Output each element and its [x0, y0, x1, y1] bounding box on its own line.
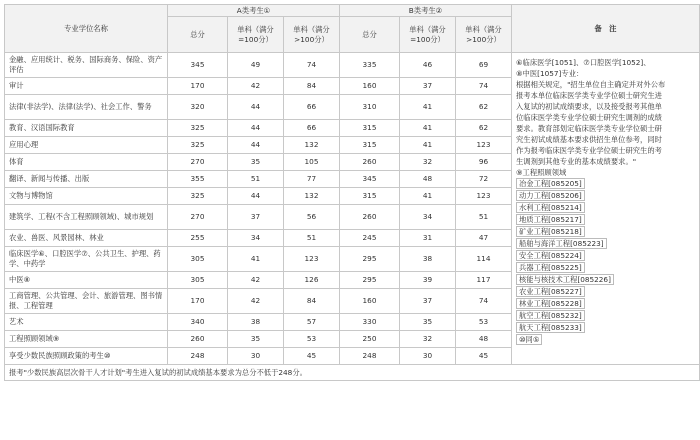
score-cell-a-single-gt100: 45 — [284, 348, 340, 365]
major-name-cell: 翻译、新闻与传播、出版 — [5, 171, 168, 188]
score-cell-a-single-100: 44 — [228, 95, 284, 120]
score-cell-b-total: 250 — [340, 331, 400, 348]
score-cell-a-single-100: 38 — [228, 314, 284, 331]
major-name-cell: 体育 — [5, 154, 168, 171]
score-cell-a-single-100: 35 — [228, 331, 284, 348]
score-cell-b-single-gt100: 45 — [456, 348, 512, 365]
score-cell-b-single-gt100: 62 — [456, 95, 512, 120]
major-name-cell: 艺术 — [5, 314, 168, 331]
score-cell-b-single-100: 48 — [400, 171, 456, 188]
score-cell-b-single-gt100: 72 — [456, 171, 512, 188]
score-cell-a-single-gt100: 66 — [284, 120, 340, 137]
major-name-cell: 审计 — [5, 78, 168, 95]
score-cell-a-total: 305 — [168, 247, 228, 272]
note-line: 冶金工程[085205] — [516, 178, 585, 189]
major-name-cell: 工商管理、公共管理、会计、旅游管理、图书情报、工程管理 — [5, 289, 168, 314]
header-a-total: 总分 — [168, 17, 228, 53]
note-line: 农业工程[085227] — [516, 286, 585, 297]
score-cell-a-total: 320 — [168, 95, 228, 120]
note-line: 要求。教育部划定临床医学类专业学位硕士研 — [516, 124, 662, 133]
score-cell-a-single-100: 35 — [228, 154, 284, 171]
score-cell-b-single-gt100: 53 — [456, 314, 512, 331]
note-line: 入复试的初试成绩要求，以及接受报考其他单 — [516, 102, 662, 111]
score-cell-b-single-gt100: 74 — [456, 289, 512, 314]
major-name-cell: 教育、汉语国际教育 — [5, 120, 168, 137]
score-cell-b-single-gt100: 47 — [456, 230, 512, 247]
major-name-cell: 应用心理 — [5, 137, 168, 154]
header-a-single-gt100: 单科（满分>100分） — [284, 17, 340, 53]
note-line: 根据相关规定，"招生单位自主确定并对外公布 — [516, 80, 666, 89]
score-cell-a-total: 170 — [168, 78, 228, 95]
score-cell-b-single-100: 41 — [400, 137, 456, 154]
score-cell-b-total: 310 — [340, 95, 400, 120]
score-cell-b-single-gt100: 74 — [456, 78, 512, 95]
score-cell-a-single-gt100: 132 — [284, 188, 340, 205]
note-line: ⑧中医[1057]专业： — [516, 69, 584, 78]
score-cell-b-total: 260 — [340, 205, 400, 230]
note-line: 究生初试成绩基本要求供招生单位参考，同时 — [516, 135, 662, 144]
score-cell-a-total: 260 — [168, 331, 228, 348]
score-cell-a-single-gt100: 74 — [284, 53, 340, 78]
score-cell-b-total: 245 — [340, 230, 400, 247]
score-cell-a-single-gt100: 84 — [284, 289, 340, 314]
score-cell-b-single-100: 46 — [400, 53, 456, 78]
score-cell-a-single-gt100: 123 — [284, 247, 340, 272]
score-cell-b-single-100: 41 — [400, 188, 456, 205]
note-line: 生调剂到其他专业的基本成绩要求。" — [516, 157, 637, 166]
score-cell-b-total: 335 — [340, 53, 400, 78]
major-name-cell: 法律(非法学)、法律(法学)、社会工作、警务 — [5, 95, 168, 120]
notes-cell — [512, 53, 700, 365]
score-cell-b-single-100: 37 — [400, 289, 456, 314]
score-cell-a-total: 325 — [168, 137, 228, 154]
score-cell-a-total: 340 — [168, 314, 228, 331]
score-cell-a-total: 270 — [168, 154, 228, 171]
score-cell-a-single-gt100: 57 — [284, 314, 340, 331]
note-line: 核能与核技术工程[085226] — [516, 274, 614, 285]
score-cell-b-single-100: 37 — [400, 78, 456, 95]
major-name-cell: 享受少数民族照顾政策的考生⑩ — [5, 348, 168, 365]
score-cell-b-single-100: 41 — [400, 95, 456, 120]
score-cell-b-single-100: 39 — [400, 272, 456, 289]
score-cell-a-total: 305 — [168, 272, 228, 289]
table-row — [5, 53, 700, 78]
score-cell-a-total: 325 — [168, 120, 228, 137]
score-cell-b-single-gt100: 117 — [456, 272, 512, 289]
score-cell-a-single-100: 42 — [228, 272, 284, 289]
header-notes: 备 注 — [512, 5, 700, 53]
score-cell-a-single-100: 44 — [228, 120, 284, 137]
score-cell-b-single-gt100: 96 — [456, 154, 512, 171]
header-group-a: A类考生① — [168, 5, 340, 17]
score-cell-a-single-gt100: 84 — [284, 78, 340, 95]
score-cell-b-single-gt100: 51 — [456, 205, 512, 230]
score-cell-b-total: 160 — [340, 78, 400, 95]
score-cell-a-single-100: 49 — [228, 53, 284, 78]
major-name-cell: 中医⑧ — [5, 272, 168, 289]
note-line: 位临床医学类专业学位硕士研究生调剂的成绩 — [516, 113, 662, 122]
score-cell-a-total: 255 — [168, 230, 228, 247]
note-line: 船舶与海洋工程[085223] — [516, 238, 607, 249]
score-cell-b-single-gt100: 69 — [456, 53, 512, 78]
score-cell-b-single-100: 32 — [400, 154, 456, 171]
score-cell-b-single-gt100: 62 — [456, 120, 512, 137]
header-b-single-gt100: 单科（满分>100分） — [456, 17, 512, 53]
score-cell-a-single-100: 30 — [228, 348, 284, 365]
score-cell-b-single-100: 35 — [400, 314, 456, 331]
score-cell-a-single-gt100: 51 — [284, 230, 340, 247]
score-cell-b-single-gt100: 123 — [456, 188, 512, 205]
note-line: 矿业工程[085218] — [516, 226, 585, 237]
score-cell-a-single-100: 44 — [228, 188, 284, 205]
score-cell-b-single-100: 38 — [400, 247, 456, 272]
score-cell-b-total: 330 — [340, 314, 400, 331]
score-cell-a-single-100: 37 — [228, 205, 284, 230]
major-name-cell: 工程照顾领域⑨ — [5, 331, 168, 348]
score-cell-b-total: 248 — [340, 348, 400, 365]
major-name-cell: 农业、兽医、风景园林、林业 — [5, 230, 168, 247]
score-cell-b-total: 260 — [340, 154, 400, 171]
note-line: ⑨工程照顾领域 — [516, 168, 567, 177]
score-cell-b-single-gt100: 48 — [456, 331, 512, 348]
note-line: 地质工程[085217] — [516, 214, 585, 225]
header-b-single-100: 单科（满分=100分） — [400, 17, 456, 53]
score-cell-a-single-100: 42 — [228, 78, 284, 95]
note-line: 报考本单位临床医学类专业学位硕士研究生进 — [516, 91, 662, 100]
note-line: 航天工程[085233] — [516, 322, 585, 333]
note-line: 安全工程[085224] — [516, 250, 585, 261]
score-cell-a-single-gt100: 126 — [284, 272, 340, 289]
score-cell-a-single-gt100: 56 — [284, 205, 340, 230]
score-cell-a-total: 325 — [168, 188, 228, 205]
score-cell-b-single-100: 31 — [400, 230, 456, 247]
score-cell-b-total: 315 — [340, 137, 400, 154]
score-table — [4, 4, 700, 381]
score-cell-a-single-gt100: 105 — [284, 154, 340, 171]
table-footnote: 报考"少数民族高层次骨干人才计划"考生进入复试的初试成绩基本要求为总分不低于248分。 — [5, 365, 700, 381]
major-name-cell: 临床医学⑥、口腔医学⑦、公共卫生、护理、药学、中药学 — [5, 247, 168, 272]
score-cell-a-total: 170 — [168, 289, 228, 314]
score-cell-b-single-gt100: 114 — [456, 247, 512, 272]
score-cell-b-total: 345 — [340, 171, 400, 188]
header-major: 专业学位名称 — [5, 5, 168, 53]
score-cell-b-single-100: 41 — [400, 120, 456, 137]
score-cell-b-total: 160 — [340, 289, 400, 314]
note-line: 兵器工程[085225] — [516, 262, 585, 273]
header-group-b: B类考生② — [340, 5, 512, 17]
note-line: 航空工程[085232] — [516, 310, 585, 321]
score-cell-b-total: 295 — [340, 247, 400, 272]
score-cell-a-single-gt100: 77 — [284, 171, 340, 188]
note-line: ⑩同⑤ — [516, 334, 542, 345]
score-cell-a-single-100: 51 — [228, 171, 284, 188]
score-cell-b-single-100: 30 — [400, 348, 456, 365]
header-a-single-100: 单科（满分=100分） — [228, 17, 284, 53]
score-cell-b-total: 315 — [340, 188, 400, 205]
note-line: 水利工程[085214] — [516, 202, 585, 213]
score-cell-a-total: 270 — [168, 205, 228, 230]
score-cell-b-total: 315 — [340, 120, 400, 137]
score-cell-a-total: 345 — [168, 53, 228, 78]
score-cell-b-single-100: 34 — [400, 205, 456, 230]
score-cell-a-single-gt100: 66 — [284, 95, 340, 120]
score-cell-a-single-gt100: 53 — [284, 331, 340, 348]
score-cell-a-total: 248 — [168, 348, 228, 365]
score-cell-a-single-100: 42 — [228, 289, 284, 314]
score-cell-a-single-100: 41 — [228, 247, 284, 272]
note-line: 动力工程[085206] — [516, 190, 585, 201]
header-b-total: 总分 — [340, 17, 400, 53]
note-line: ⑥临床医学[1051]、⑦口腔医学[1052]、 — [516, 58, 651, 67]
score-cell-a-single-100: 44 — [228, 137, 284, 154]
score-cell-a-single-gt100: 132 — [284, 137, 340, 154]
major-name-cell: 建筑学、工程(不含工程照顾领域)、城市规划 — [5, 205, 168, 230]
score-cell-b-single-100: 32 — [400, 331, 456, 348]
major-name-cell: 金融、应用统计、税务、国际商务、保险、资产评估 — [5, 53, 168, 78]
score-cell-b-single-gt100: 123 — [456, 137, 512, 154]
score-cell-a-single-100: 34 — [228, 230, 284, 247]
score-cell-a-total: 355 — [168, 171, 228, 188]
note-line: 作为报考临床医学类专业学位硕士研究生的考 — [516, 146, 662, 155]
major-name-cell: 文物与博物馆 — [5, 188, 168, 205]
note-line: 林业工程[085228] — [516, 298, 585, 309]
score-cell-b-total: 295 — [340, 272, 400, 289]
